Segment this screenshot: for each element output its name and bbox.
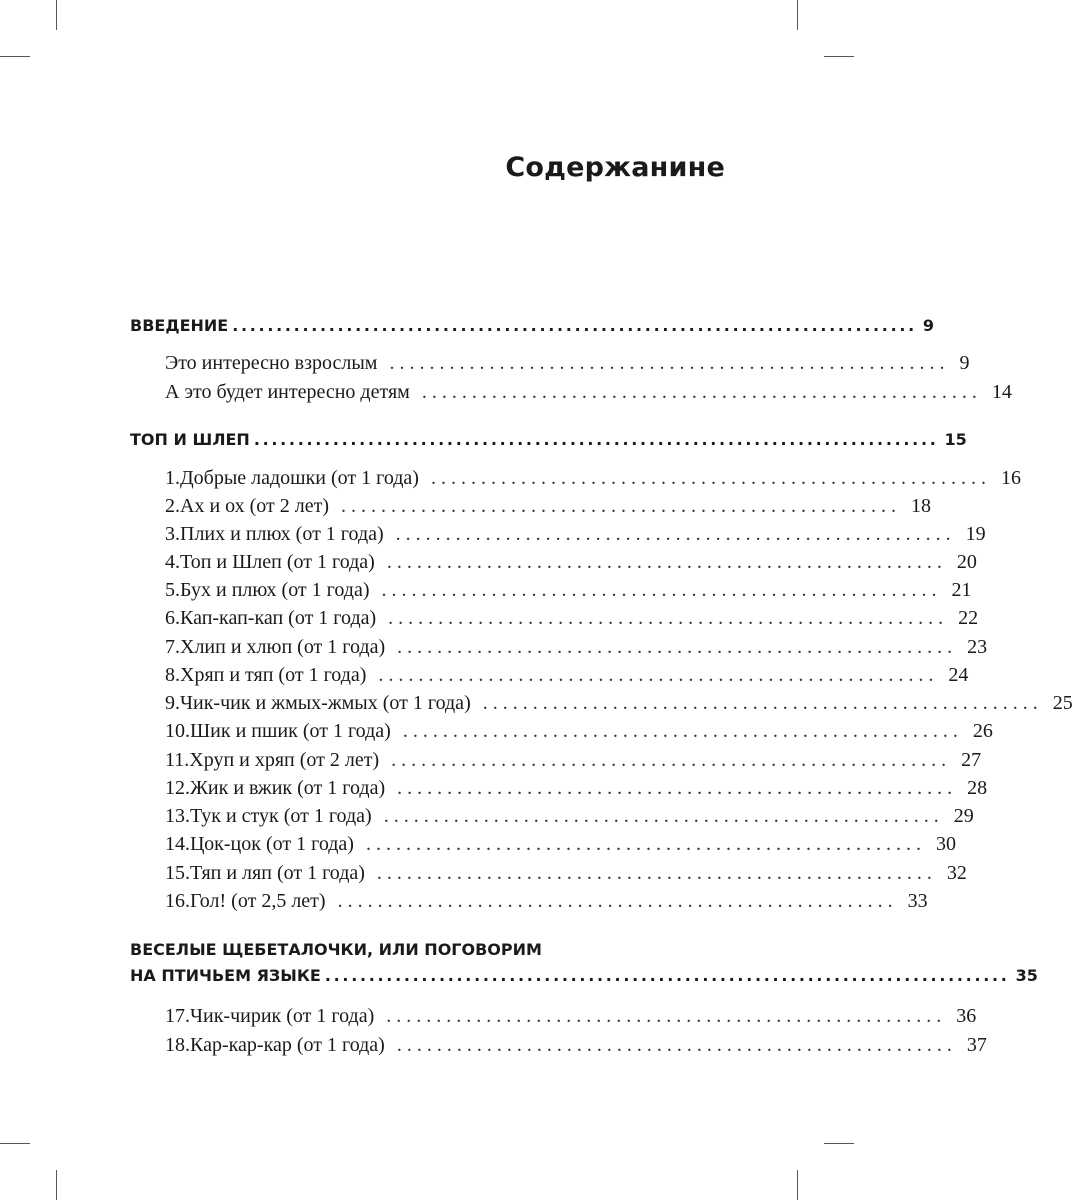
toc-entry[interactable]: [165, 467, 1021, 495]
toc-entry-page: 24: [948, 664, 969, 686]
toc-entry-number: 5.: [165, 579, 180, 601]
toc-section-title: ТОП И ШЛЕП: [130, 430, 250, 449]
toc-leader: ........................................................: [391, 749, 952, 771]
toc-entry-title: Шик и пшик (от 1 года): [190, 720, 391, 742]
toc-entry-number: 15.: [165, 862, 190, 884]
toc-leader: ........................................................: [386, 551, 947, 573]
toc-entry-page: 14: [991, 381, 1012, 403]
toc-entry[interactable]: [165, 523, 986, 551]
toc-section-title-line: ВЕСЕЛЫЕ ЩЕБЕТАЛОЧКИ, ИЛИ ПОГОВОРИМ: [130, 940, 542, 959]
toc-leader: ........................................................: [421, 381, 982, 403]
toc-entry-number: 4.: [165, 551, 180, 573]
toc-entry[interactable]: [165, 862, 967, 890]
toc-entry[interactable]: [165, 1005, 977, 1033]
toc-entry-title: Ах и ох (от 2 лет): [180, 495, 330, 517]
toc-entry-number: 8.: [165, 664, 180, 686]
toc-leader: ........................................................: [402, 720, 963, 742]
toc-entry-title: Хруп и хряп (от 2 лет): [189, 749, 380, 771]
toc-entry-number: 17.: [165, 1005, 190, 1027]
toc-section[interactable]: [130, 430, 967, 458]
toc-entry-title: Гол! (от 2,5 лет): [190, 890, 326, 912]
toc-section-title: ВВЕДЕНИЕ: [130, 316, 229, 335]
toc-entry-number: 10.: [165, 720, 190, 742]
toc-entry-number: 14.: [165, 833, 190, 855]
toc-section-page: 35: [1015, 966, 1038, 985]
toc-entry[interactable]: [165, 890, 928, 918]
toc-entry-title: Топ и Шлеп (от 1 года): [180, 551, 375, 573]
toc-entry-number: 2.: [165, 495, 180, 517]
toc-entry-page: 32: [946, 862, 967, 884]
toc-entry-page: 18: [911, 495, 932, 517]
toc-section[interactable]: [130, 316, 935, 344]
toc-entry-number: 3.: [165, 523, 180, 545]
toc-entry-title: Тук и стук (от 1 года): [190, 805, 372, 827]
toc-entry-title: Хлип и хлюп (от 1 года): [180, 636, 386, 658]
toc-entry-page: 27: [961, 749, 982, 771]
toc-entry-title: Кар-кар-кар (от 1 года): [190, 1034, 385, 1056]
toc-entry[interactable]: [165, 720, 993, 748]
toc-leader: ........................................................: [365, 833, 926, 855]
toc-leader: ..............................................................................: [253, 430, 939, 449]
toc-entry-title: Чик-чик и жмых-жмых (от 1 года): [180, 692, 471, 714]
toc-entry[interactable]: [165, 692, 1073, 720]
toc-entry[interactable]: [165, 636, 988, 664]
toc-entry-page: 22: [958, 607, 979, 629]
toc-leader: ........................................................: [397, 777, 958, 799]
toc-entry-page: 36: [956, 1005, 977, 1027]
toc-leader: ........................................................: [430, 467, 991, 489]
toc-entry[interactable]: [165, 805, 974, 833]
toc-entry-page: 28: [967, 777, 988, 799]
toc-leader: ........................................................: [386, 1005, 947, 1027]
toc-entry-page: 30: [935, 833, 956, 855]
toc-section-page: 9: [922, 316, 935, 335]
toc-entry-page: 25: [1052, 692, 1073, 714]
toc-entry-title: Это интересно взрослым: [165, 352, 378, 374]
toc-entry-page: 20: [956, 551, 977, 573]
toc-entry[interactable]: [165, 749, 982, 777]
toc-entry-page: 37: [966, 1034, 987, 1056]
toc-entry[interactable]: [165, 777, 988, 805]
toc-entry[interactable]: [165, 1034, 987, 1062]
toc-entry-number: 16.: [165, 890, 190, 912]
toc-leader: ........................................................: [389, 352, 950, 374]
toc-entry-page: 26: [972, 720, 993, 742]
toc-entry-title: Кап-кап-кап (от 1 года): [180, 607, 377, 629]
toc-entry-page: 21: [951, 579, 972, 601]
toc-section-title: НА ПТИЧЬЕМ ЯЗЫКЕ: [130, 966, 321, 985]
toc-entry-title: Хряп и тяп (от 1 года): [180, 664, 367, 686]
toc-entry[interactable]: [165, 579, 972, 607]
toc-entry-title: Бух и плюх (от 1 года): [180, 579, 370, 601]
toc-leader: ........................................................: [396, 1034, 957, 1056]
toc-entry-number: 12.: [165, 777, 190, 799]
toc-section[interactable]: [130, 966, 1038, 994]
toc-entry-title: Чик-чирик (от 1 года): [190, 1005, 375, 1027]
toc-entry[interactable]: [165, 352, 970, 380]
toc-leader: ........................................................: [337, 890, 898, 912]
toc-entry-page: 33: [907, 890, 928, 912]
toc-entry-page: 9: [959, 352, 970, 374]
page-title: Содержанине: [505, 152, 725, 183]
toc-leader: ........................................................: [341, 495, 902, 517]
toc-entry-page: 29: [953, 805, 974, 827]
toc-entry-page: 16: [1000, 467, 1021, 489]
toc-entry-title: Жик и вжик (от 1 года): [190, 777, 386, 799]
toc-entry[interactable]: [165, 607, 979, 635]
toc-entry-page: 19: [965, 523, 986, 545]
toc-entry-number: 18.: [165, 1034, 190, 1056]
toc-entry-page: 23: [967, 636, 988, 658]
toc-entry[interactable]: [165, 664, 969, 692]
toc-entry-number: 11.: [165, 749, 190, 771]
toc-entry-number: 1.: [165, 467, 180, 489]
toc-entry[interactable]: [165, 495, 932, 523]
toc-section-page: 15: [944, 430, 967, 449]
toc-entry-number: 9.: [165, 692, 180, 714]
toc-entry[interactable]: [165, 833, 956, 861]
toc-leader: ........................................................: [397, 636, 958, 658]
toc-entry-title: Плих и плюх (от 1 года): [180, 523, 384, 545]
toc-leader: ........................................................: [378, 664, 939, 686]
toc-entry-title: Добрые ладошки (от 1 года): [180, 467, 419, 489]
toc-entry[interactable]: [165, 381, 1012, 409]
toc-leader: ........................................................: [381, 579, 942, 601]
toc-entry-number: 7.: [165, 636, 180, 658]
toc-leader: ........................................................: [388, 607, 949, 629]
toc-leader: ........................................................: [383, 805, 944, 827]
toc-entry[interactable]: [165, 551, 977, 579]
toc-leader: ........................................................: [482, 692, 1043, 714]
toc-entry-title: Цок-цок (от 1 года): [190, 833, 354, 855]
toc-leader: ........................................................: [376, 862, 937, 884]
toc-entry-title: А это будет интересно детям: [165, 381, 410, 403]
toc-entry-number: 6.: [165, 607, 180, 629]
toc-leader: ..............................................................................: [324, 966, 1010, 985]
toc-entry-number: 13.: [165, 805, 190, 827]
toc-entry-title: Тяп и ляп (от 1 года): [190, 862, 365, 884]
toc-leader: ..............................................................................: [232, 316, 917, 335]
toc-leader: ........................................................: [395, 523, 956, 545]
